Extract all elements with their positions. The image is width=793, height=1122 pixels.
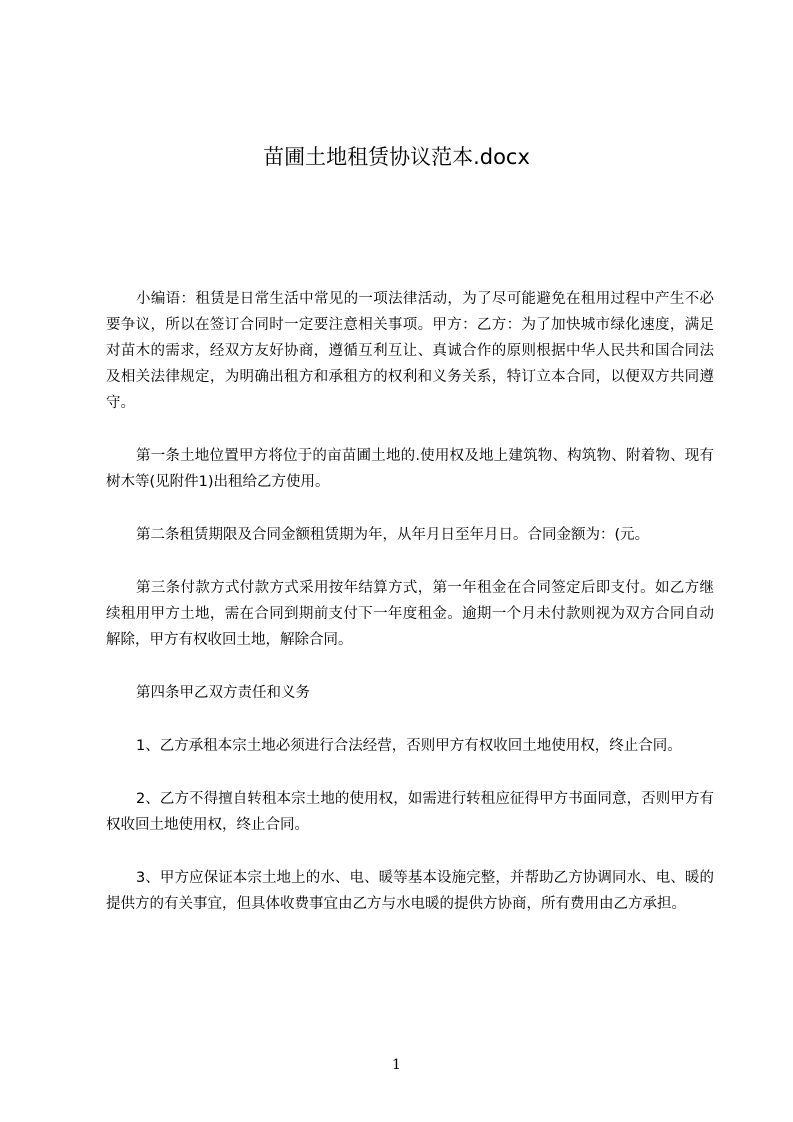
paragraph-intro: 小编语：租赁是日常生活中常见的一项法律活动，为了尽可能避免在租用过程中产生不必要争议，所以在签订合同时一定要注意相关事项。甲方：乙方：为了加快城市绿化速度，满足对苗木的需求，经双方友好协商，遵循互利互让、真诚合作的原则根据中华人民共和国合同法及相关法律规定，为明确出租方和承租方的权利和义务关系，特订立本合同，以便双方共同遵守。 bbox=[106, 291, 714, 411]
paragraph-article-1: 第一条土地位置甲方将位于的亩苗圃土地的.使用权及地上建筑物、构筑物、附着物、现有树木等(见附件1)出租给乙方使用。 bbox=[106, 448, 714, 490]
paragraph-article-2: 第二条租赁期限及合同金额租赁期为年，从年月日至年月日。合同金额为：(元。 bbox=[136, 527, 650, 543]
page-number: 1 bbox=[392, 1057, 401, 1073]
paragraph-clause-3: 3、甲方应保证本宗土地上的水、电、暖等基本设施完整，并帮助乙方协调同水、电、暖的提供方的有关事宜，但具体收费事宜由乙方与水电暖的提供方协商，所有费用由乙方承担。 bbox=[106, 870, 714, 912]
paragraph-clause-2: 2、乙方不得擅自转租本宗土地的使用权，如需进行转租应征得甲方书面同意，否则甲方有权收回土地使用权，终止合同。 bbox=[106, 791, 714, 833]
paragraph-article-4-heading: 第四条甲乙双方责任和义务 bbox=[136, 685, 310, 701]
page-title: 苗圃土地租赁协议范本.docx bbox=[263, 145, 530, 169]
paragraph-article-3: 第三条付款方式付款方式采用按年结算方式，第一年租金在合同签定后即支付。如乙方继续租用甲方土地，需在合同到期前支付下一年度租金。逾期一个月未付款则视为双方合同自动解除，甲方有权收回土地，解除合同。 bbox=[106, 580, 714, 648]
document-body bbox=[106, 286, 714, 944]
paragraph-clause-1: 1、乙方承租本宗土地必须进行合法经营，否则甲方有权收回土地使用权，终止合同。 bbox=[136, 738, 682, 754]
